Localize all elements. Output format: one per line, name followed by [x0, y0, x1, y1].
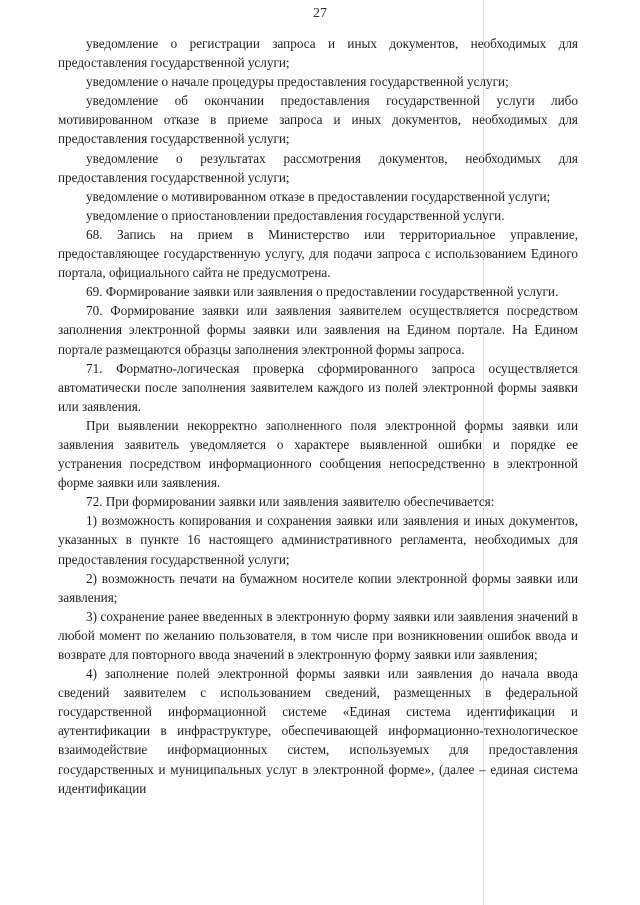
paragraph: 72. При формировании заявки или заявления заявителю обеспечивается: [86, 494, 495, 510]
paragraph: уведомление о регистрации запроса и иных документов, необходимых для предоставления государственной услуги; [58, 36, 578, 71]
paragraph: уведомление о приостановлении предоставления государственной услуги. [86, 207, 505, 223]
paragraph: уведомление о результатах рассмотрения документов, необходимых для предоставления государственной услуги; [58, 150, 578, 185]
paragraph: 71. Форматно-логическая проверка сформированного запроса осуществляется автоматически после заполнения заявителем каждого из полей электронной формы заявки или заявления. [58, 360, 578, 414]
paragraph: 4) заполнение полей электронной формы заявки или заявления до начала ввода сведений заявителем с использованием сведений, размещенных в федеральной государственной информационной системе «Единая система идентификации и аутентификации в инфраструктуре, обеспечивающей информационно-технологическое взаимодействие информационных систем, используемых для предоставления государственных и муниципальных услуг в электронной форме», (далее – единая система идентификации [58, 666, 578, 796]
paragraph: При выявлении некорректно заполненного поля электронной формы заявки или заявления заявитель уведомляется о характере выявленной ошибки и порядке ее устранения посредством информационного сообщения непосредственно в электронной форме заявки или заявления. [58, 417, 578, 491]
paragraph: уведомление о мотивированном отказе в предоставлении государственной услуги; [86, 188, 551, 204]
paragraph: 68. Запись на прием в Министерство или территориальное управление, предоставляющее государственную услугу, для подачи запроса с использованием Единого портала, официального сайта не предусмотрена. [58, 226, 578, 281]
document-body [58, 34, 578, 798]
paragraph: 3) сохранение ранее введенных в электронную форму заявки или заявления значений в любой момент по желанию пользователя, в том числе при возникновении ошибок ввода и возврате для повторного ввода значений в электронную форму заявки или заявления; [58, 608, 578, 662]
paragraph: 70. Формирование заявки или заявления заявителем осуществляется посредством заполнения электронной формы заявки или заявления на Едином портале. На Едином портале размещаются образцы заполнения электронной формы запроса. [58, 303, 578, 357]
paragraph: уведомление об окончании предоставления государственной услуги либо мотивированном отказе в приеме запроса и иных документов, необходимых для предоставления государственной услуги; [58, 93, 578, 147]
paragraph: 2) возможность печати на бумажном носителе копии электронной формы заявки или заявления; [58, 570, 578, 605]
paragraph: 69. Формирование заявки или заявления о предоставлении государственной услуги. [86, 284, 559, 300]
page-number: 27 [313, 6, 327, 21]
paragraph: 1) возможность копирования и сохранения заявки или заявления и иных документов, указанных в пункте 16 настоящего административного регламента, необходимых для предоставления государственной услуги; [58, 513, 578, 567]
paragraph: уведомление о начале процедуры предоставления государственной услуги; [86, 74, 509, 90]
